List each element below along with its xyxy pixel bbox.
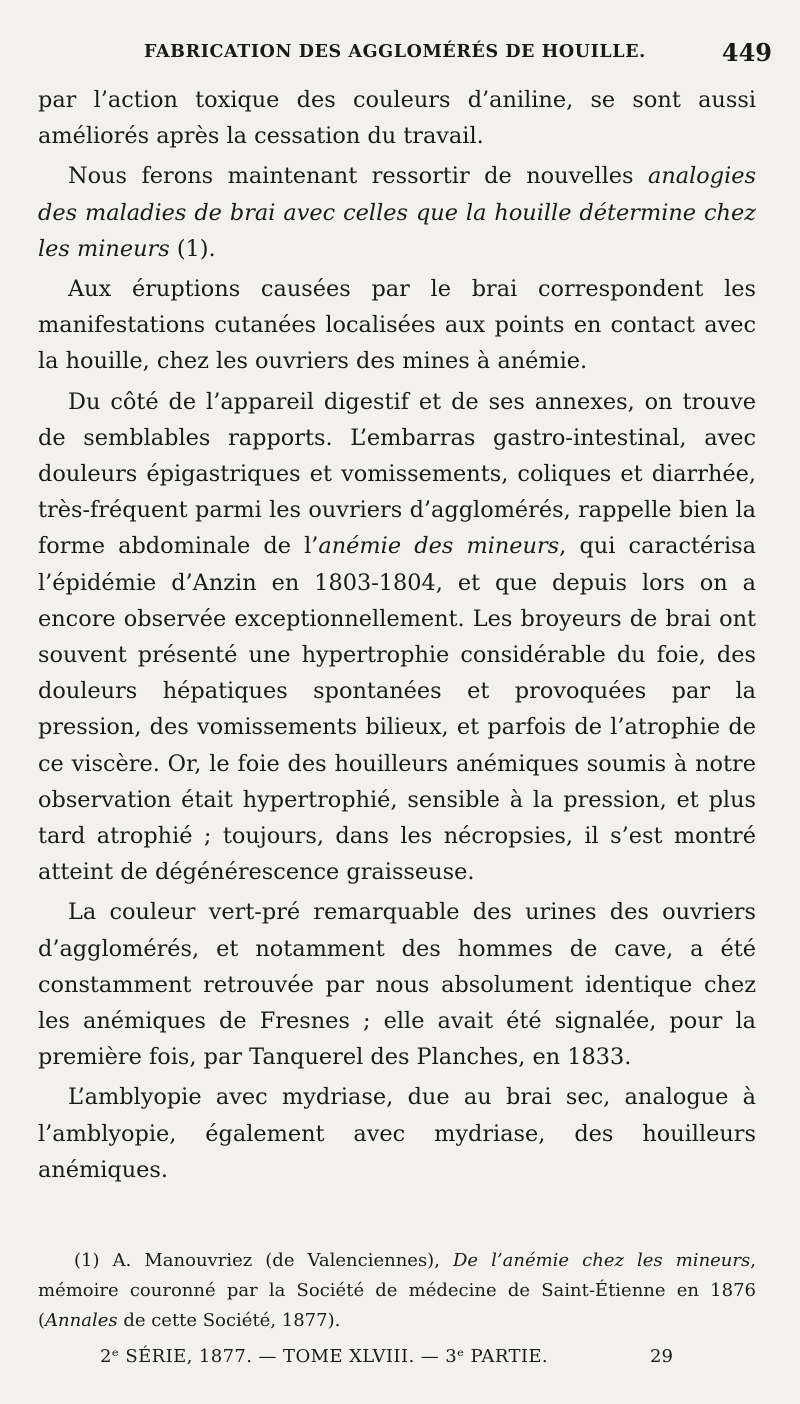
paragraph-3: Aux éruptions causées par le brai correspondent les manifestations cutanées localisées aux points en contact avec la houille, chez les ouvriers des mines à anémie.: [38, 276, 756, 375]
paragraph-5: La couleur vert-pré remarquable des urines des ouvriers d’agglomérés, et notamment des hommes de cave, a été constamment retrouvée par nous absolument identique chez les anémiques de Fresnes ; elle avait été signalée, pour la première fois, par Tanquerel des Planches, en 1833.: [38, 899, 756, 1071]
paragraph-4-italic: anémie des mineurs: [318, 533, 560, 560]
paragraph-2-italic: analogies des maladies de brai avec celles que la houille détermine chez les mineurs: [38, 163, 756, 262]
paragraph-2-end: (1).: [169, 235, 216, 262]
paragraph-6: L’amblyopie avec mydriase, due au brai sec, analogue à l’amblyopie, également avec mydriase, des houilleurs anémiques.: [38, 1084, 756, 1183]
paragraph-2: [38, 158, 756, 267]
body-text: [38, 82, 756, 1188]
paragraph-4-end: , qui caractérisa l’épidémie d’Anzin en 1803-1804, et que depuis lors on a encore observée exceptionnellement. Les broyeurs de brai ont souvent présenté une hypertrophie considérable du foie, des douleurs hépatiques spontanées et provoquées par la pression, des vomissements bilieux, et parfois de l’atrophie de ce viscère. Or, le foie des houilleurs anémiques soumis à notre observation était hypertrophié, sensible à la pression, et plus tard atrophié ; toujours, dans les nécropsies, il s’est montré atteint de dégénérescence graisseuse.: [38, 533, 756, 886]
footnote-journal: Annales: [45, 1310, 118, 1331]
footnote: [38, 1246, 756, 1336]
paragraph-1: par l’action toxique des couleurs d’aniline, se sont aussi améliorés après la cessation du travail.: [38, 87, 756, 150]
printer-signature: 2ᵉ SÉRIE, 1877. — TOME XLVIII. — 3ᵉ PARTIE.: [100, 1346, 549, 1367]
page-number: 449: [721, 38, 772, 67]
footnote-author: A. Manouvriez (de Valenciennes),: [99, 1250, 453, 1271]
footnote-middle: , mémoire couronné par la Société de médecine de Saint-Étienne en 1876 (: [38, 1250, 756, 1331]
footnote-marker: (1): [74, 1250, 100, 1271]
paragraph-4-start: Du côté de l’appareil digestif et de ses annexes, on trouve de semblables rapports. L’embarras gastro-intestinal, avec douleurs épigastriques et vomissements, coliques et diarrhée, très-fréquent parmi les ouvriers d’agglomérés, rappelle bien la forme abdominale de l’: [38, 388, 756, 560]
sheet-number: 29: [650, 1346, 673, 1367]
paragraph-4: [38, 384, 756, 891]
footnote-title: De l’anémie chez les mineurs: [453, 1250, 751, 1271]
paragraph-2-start: Nous ferons maintenant ressortir de nouvelles: [68, 163, 648, 190]
footnote-end: de cette Société, 1877).: [117, 1310, 341, 1331]
page-footer: [38, 1346, 756, 1378]
running-title: FABRICATION DES AGGLOMÉRÉS DE HOUILLE.: [144, 42, 646, 62]
page-header: [40, 36, 780, 70]
